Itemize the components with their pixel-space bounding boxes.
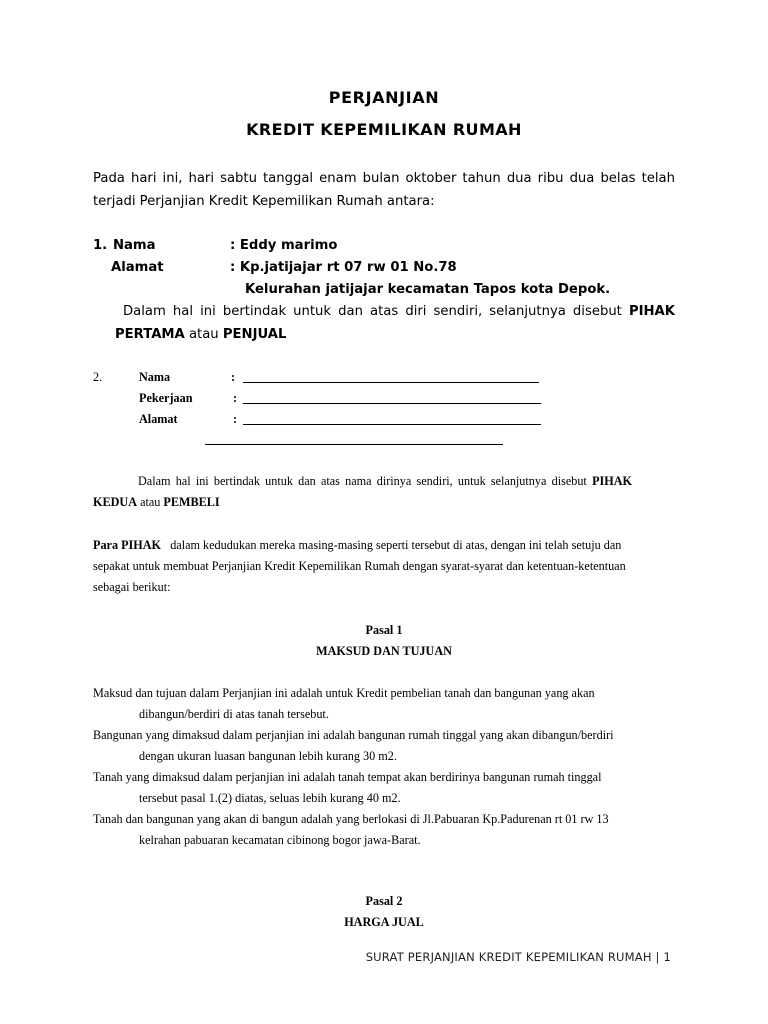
para-pihak-line3: sebagai berikut: [93, 580, 171, 594]
party1-address-label: Alamat [111, 260, 164, 275]
intro-line2: terjadi Perjanjian Kredit Kepemilikan Rumah antara: [93, 194, 435, 209]
party2-job-blank-line [243, 403, 541, 404]
party1-name-value: : Eddy marimo [230, 238, 338, 253]
pasal1-item1-line1: Maksud dan tujuan dalam Perjanjian ini adalah untuk Kredit pembelian tanah dan bangunan yang akan [93, 686, 595, 700]
document-title-line1: PERJANJIAN [328, 88, 440, 107]
party1-description-line1: Dalam hal ini bertindak untuk dan atas diri sendiri, selanjutnya disebut PIHAK [123, 304, 675, 319]
party2-address-blank-line-2 [205, 444, 503, 445]
party2-name-colon: : [231, 370, 236, 384]
party2-job-colon: : [233, 391, 238, 405]
pasal2-heading: Pasal 2 [365, 894, 403, 908]
party2-description-line1: Dalam hal ini bertindak untuk dan atas nama dirinya sendiri, untuk selanjutnya disebut PIHAK [138, 474, 633, 488]
pasal1-item3-line2: tersebut pasal 1.(2) diatas, seluas lebih kurang 40 m2. [139, 791, 401, 805]
party2-address-blank-line [243, 424, 541, 425]
intro-line1: Pada hari ini, hari sabtu tanggal enam bulan oktober tahun dua ribu dua belas telah [93, 171, 675, 186]
party2-name-blank-line [243, 382, 539, 383]
party2-address-label: Alamat [139, 412, 178, 426]
party2-name-label: Nama [139, 370, 171, 384]
party1-name-label: Nama [113, 238, 156, 253]
pasal1-item1-line2: dibangun/berdiri di atas tanah tersebut. [139, 707, 329, 721]
party2-number: 2. [93, 370, 103, 384]
pasal2-subheading: HARGA JUAL [344, 915, 424, 929]
party2-job-label: Pekerjaan [139, 391, 193, 405]
pasal1-item2-line1: Bangunan yang dimaksud dalam perjanjian ini adalah bangunan rumah tinggal yang akan dibangun/berdiri [93, 728, 614, 742]
party1-description-line2: PERTAMA atau PENJUAL [115, 327, 287, 342]
pasal1-heading: Pasal 1 [365, 623, 403, 637]
pasal1-item2-line2: dengan ukuran luasan bangunan lebih kurang 30 m2. [139, 749, 397, 763]
para-pihak-line2: sepakat untuk membuat Perjanjian Kredit Kepemilikan Rumah dengan syarat-syarat dan ketentuan-ketentuan [93, 559, 626, 573]
para-pihak-line1: Para PIHAK dalam kedudukan mereka masing-masing seperti tersebut di atas, dengan ini telah setuju dan [93, 538, 622, 552]
party2-address-colon: : [233, 412, 238, 426]
document-title-line2: KREDIT KEPEMILIKAN RUMAH [246, 120, 522, 139]
pasal1-item4-line1: Tanah dan bangunan yang akan di bangun adalah yang berlokasi di Jl.Pabuaran Kp.Padurenan rt 01 rw 13 [93, 812, 609, 826]
pasal1-item4-line2: kelrahan pabuaran kecamatan cibinong bogor jawa-Barat. [139, 833, 421, 847]
party1-number: 1. [93, 238, 108, 253]
page-footer: SURAT PERJANJIAN KREDIT KEPEMILIKAN RUMAH | 1 [365, 950, 671, 964]
pasal1-item3-line1: Tanah yang dimaksud dalam perjanjian ini adalah tanah tempat akan berdirinya bangunan rumah tinggal [93, 770, 602, 784]
party1-address-line2: Kelurahan jatijajar kecamatan Tapos kota Depok. [245, 282, 611, 297]
party2-description-line2: KEDUA atau PEMBELI [93, 495, 220, 509]
pasal1-subheading: MAKSUD DAN TUJUAN [316, 644, 452, 658]
party1-address-value: : Kp.jatijajar rt 07 rw 01 No.78 [230, 260, 457, 275]
